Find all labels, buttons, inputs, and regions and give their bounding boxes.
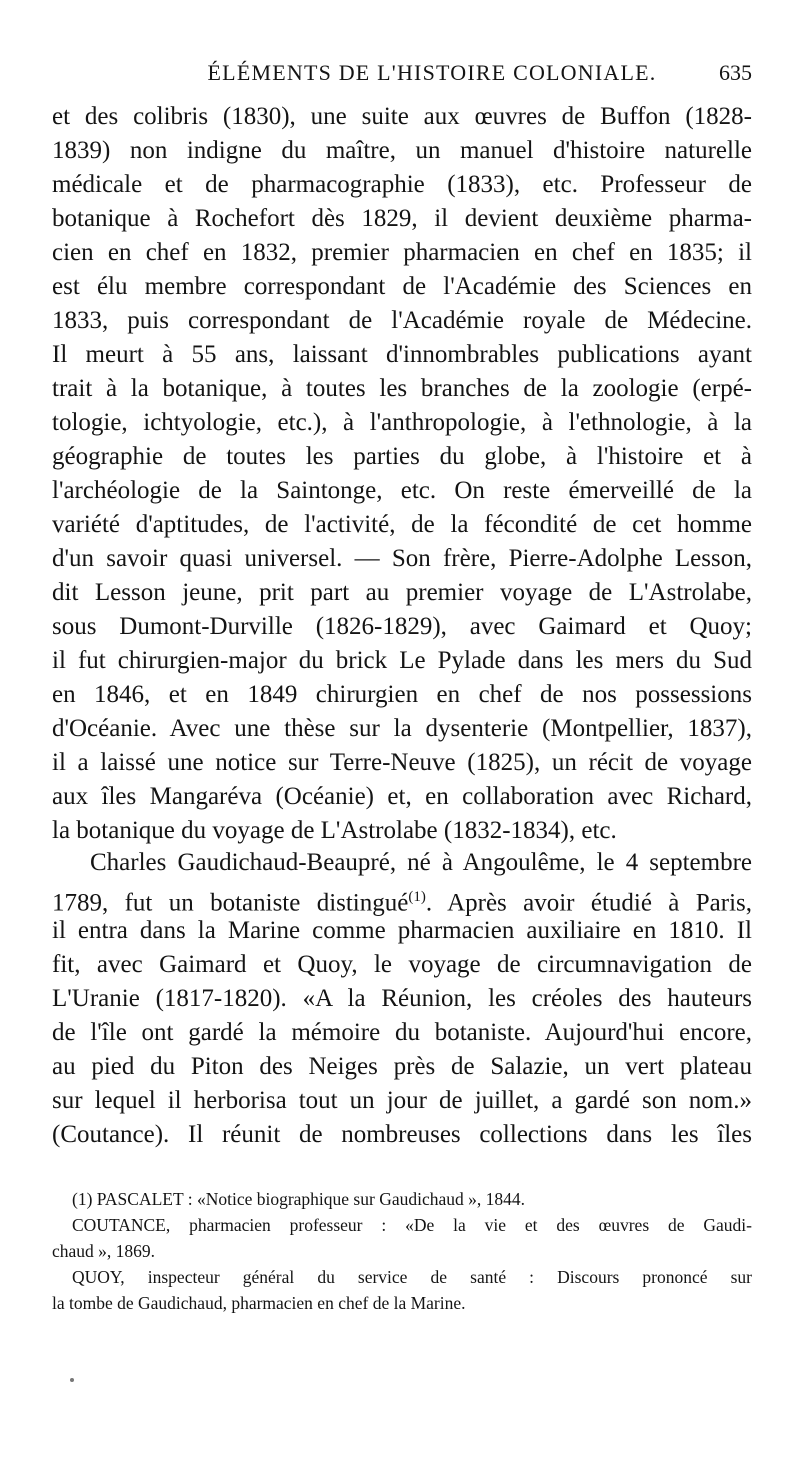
text-line: fit, avec Gaimard et Quoy, le voyage de circumnavigation de [52,951,752,978]
text-line: sur lequel il herborisa tout un jour de juillet, a gardé son nom.» [52,1087,752,1114]
text-line: d'Océanie. Avec une thèse sur la dysenterie (Montpellier, 1837), [52,715,752,742]
text-line: Charles Gaudichaud-Beaupré, né à Angoulême, le 4 septembre [90,849,752,876]
text-line: tologie, ichtyologie, etc.), à l'anthropologie, à l'ethnologie, à la [52,409,752,436]
text-line: 1839) non indigne du maître, un manuel d'histoire naturelle [52,137,752,164]
text-line: trait à la botanique, à toutes les branches de la zoologie (erpé- [52,375,752,402]
text-segment: . Après avoir étudié à Paris, [425,889,752,917]
text-segment: 1789, fut un botaniste distingué [52,889,409,917]
footnote-line: (1) PASCALET : «Notice biographique sur Gaudichaud », 1844. [72,1189,526,1209]
text-line: Il meurt à 55 ans, laissant d'innombrables publications ayant [52,341,752,368]
text-line: est élu membre correspondant de l'Académie des Sciences en [52,273,752,300]
text-line: au pied du Piton des Neiges près de Salazie, un vert plateau [52,1053,752,1080]
text-line: il a laissé une notice sur Terre-Neuve (1825), un récit de voyage [52,749,752,776]
running-head: ÉLÉMENTS DE L'HISTOIRE COLONIALE. [207,60,657,85]
footnote-line: la tombe de Gaudichaud, pharmacien en chef de la Marine. [52,1293,466,1313]
text-line: en 1846, et en 1849 chirurgien en chef de nos possessions [52,681,752,708]
text-line: de l'île ont gardé la mémoire du botaniste. Aujourd'hui encore, [52,1019,752,1046]
text-line: (Coutance). Il réunit de nombreuses collections dans les îles [52,1121,752,1148]
ink-speck [70,1378,74,1382]
text-line [52,880,752,917]
page-header [52,60,752,90]
text-line: d'un savoir quasi universel. — Son frère, Pierre-Adolphe Lesson, [52,545,752,572]
footnote-line: QUOY, inspecteur général du service de santé : Discours prononcé sur [72,1267,752,1287]
text-line: la botanique du voyage de L'Astrolabe (1832-1834), etc. [52,817,617,844]
text-line: 1833, puis correspondant de l'Académie royale de Médecine. [52,307,752,334]
text-line: cien en chef en 1832, premier pharmacien en chef en 1835; il [52,239,752,266]
text-line: aux îles Mangaréva (Océanie) et, en collaboration avec Richard, [52,783,752,810]
footnote-reference: (1) [408,889,426,905]
text-line: L'Uranie (1817-1820). «A la Réunion, les créoles des hauteurs [52,985,752,1012]
text-line: il entra dans la Marine comme pharmacien auxiliaire en 1810. Il [52,917,752,944]
text-line: botanique à Rochefort dès 1829, il devient deuxième pharma- [52,205,752,232]
text-line: médicale et de pharmacographie (1833), etc. Professeur de [52,171,752,198]
text-line: l'archéologie de la Saintonge, etc. On reste émerveillé de la [52,477,752,504]
footnote-line: chaud », 1869. [52,1241,156,1261]
text-line: et des colibris (1830), une suite aux œuvres de Buffon (1828- [52,103,752,130]
text-line: variété d'aptitudes, de l'activité, de la fécondité de cet homme [52,511,752,538]
text-line: dit Lesson jeune, prit part au premier voyage de L'Astrolabe, [52,579,752,606]
page-number: 635 [719,60,752,85]
text-line: il fut chirurgien-major du brick Le Pylade dans les mers du Sud [52,647,752,674]
text-line: géographie de toutes les parties du globe, à l'histoire et à [52,443,752,470]
text-line: sous Dumont-Durville (1826-1829), avec Gaimard et Quoy; [52,613,752,640]
footnote-line: COUTANCE, pharmacien professeur : «De la vie et des œuvres de Gaudi- [72,1215,752,1235]
